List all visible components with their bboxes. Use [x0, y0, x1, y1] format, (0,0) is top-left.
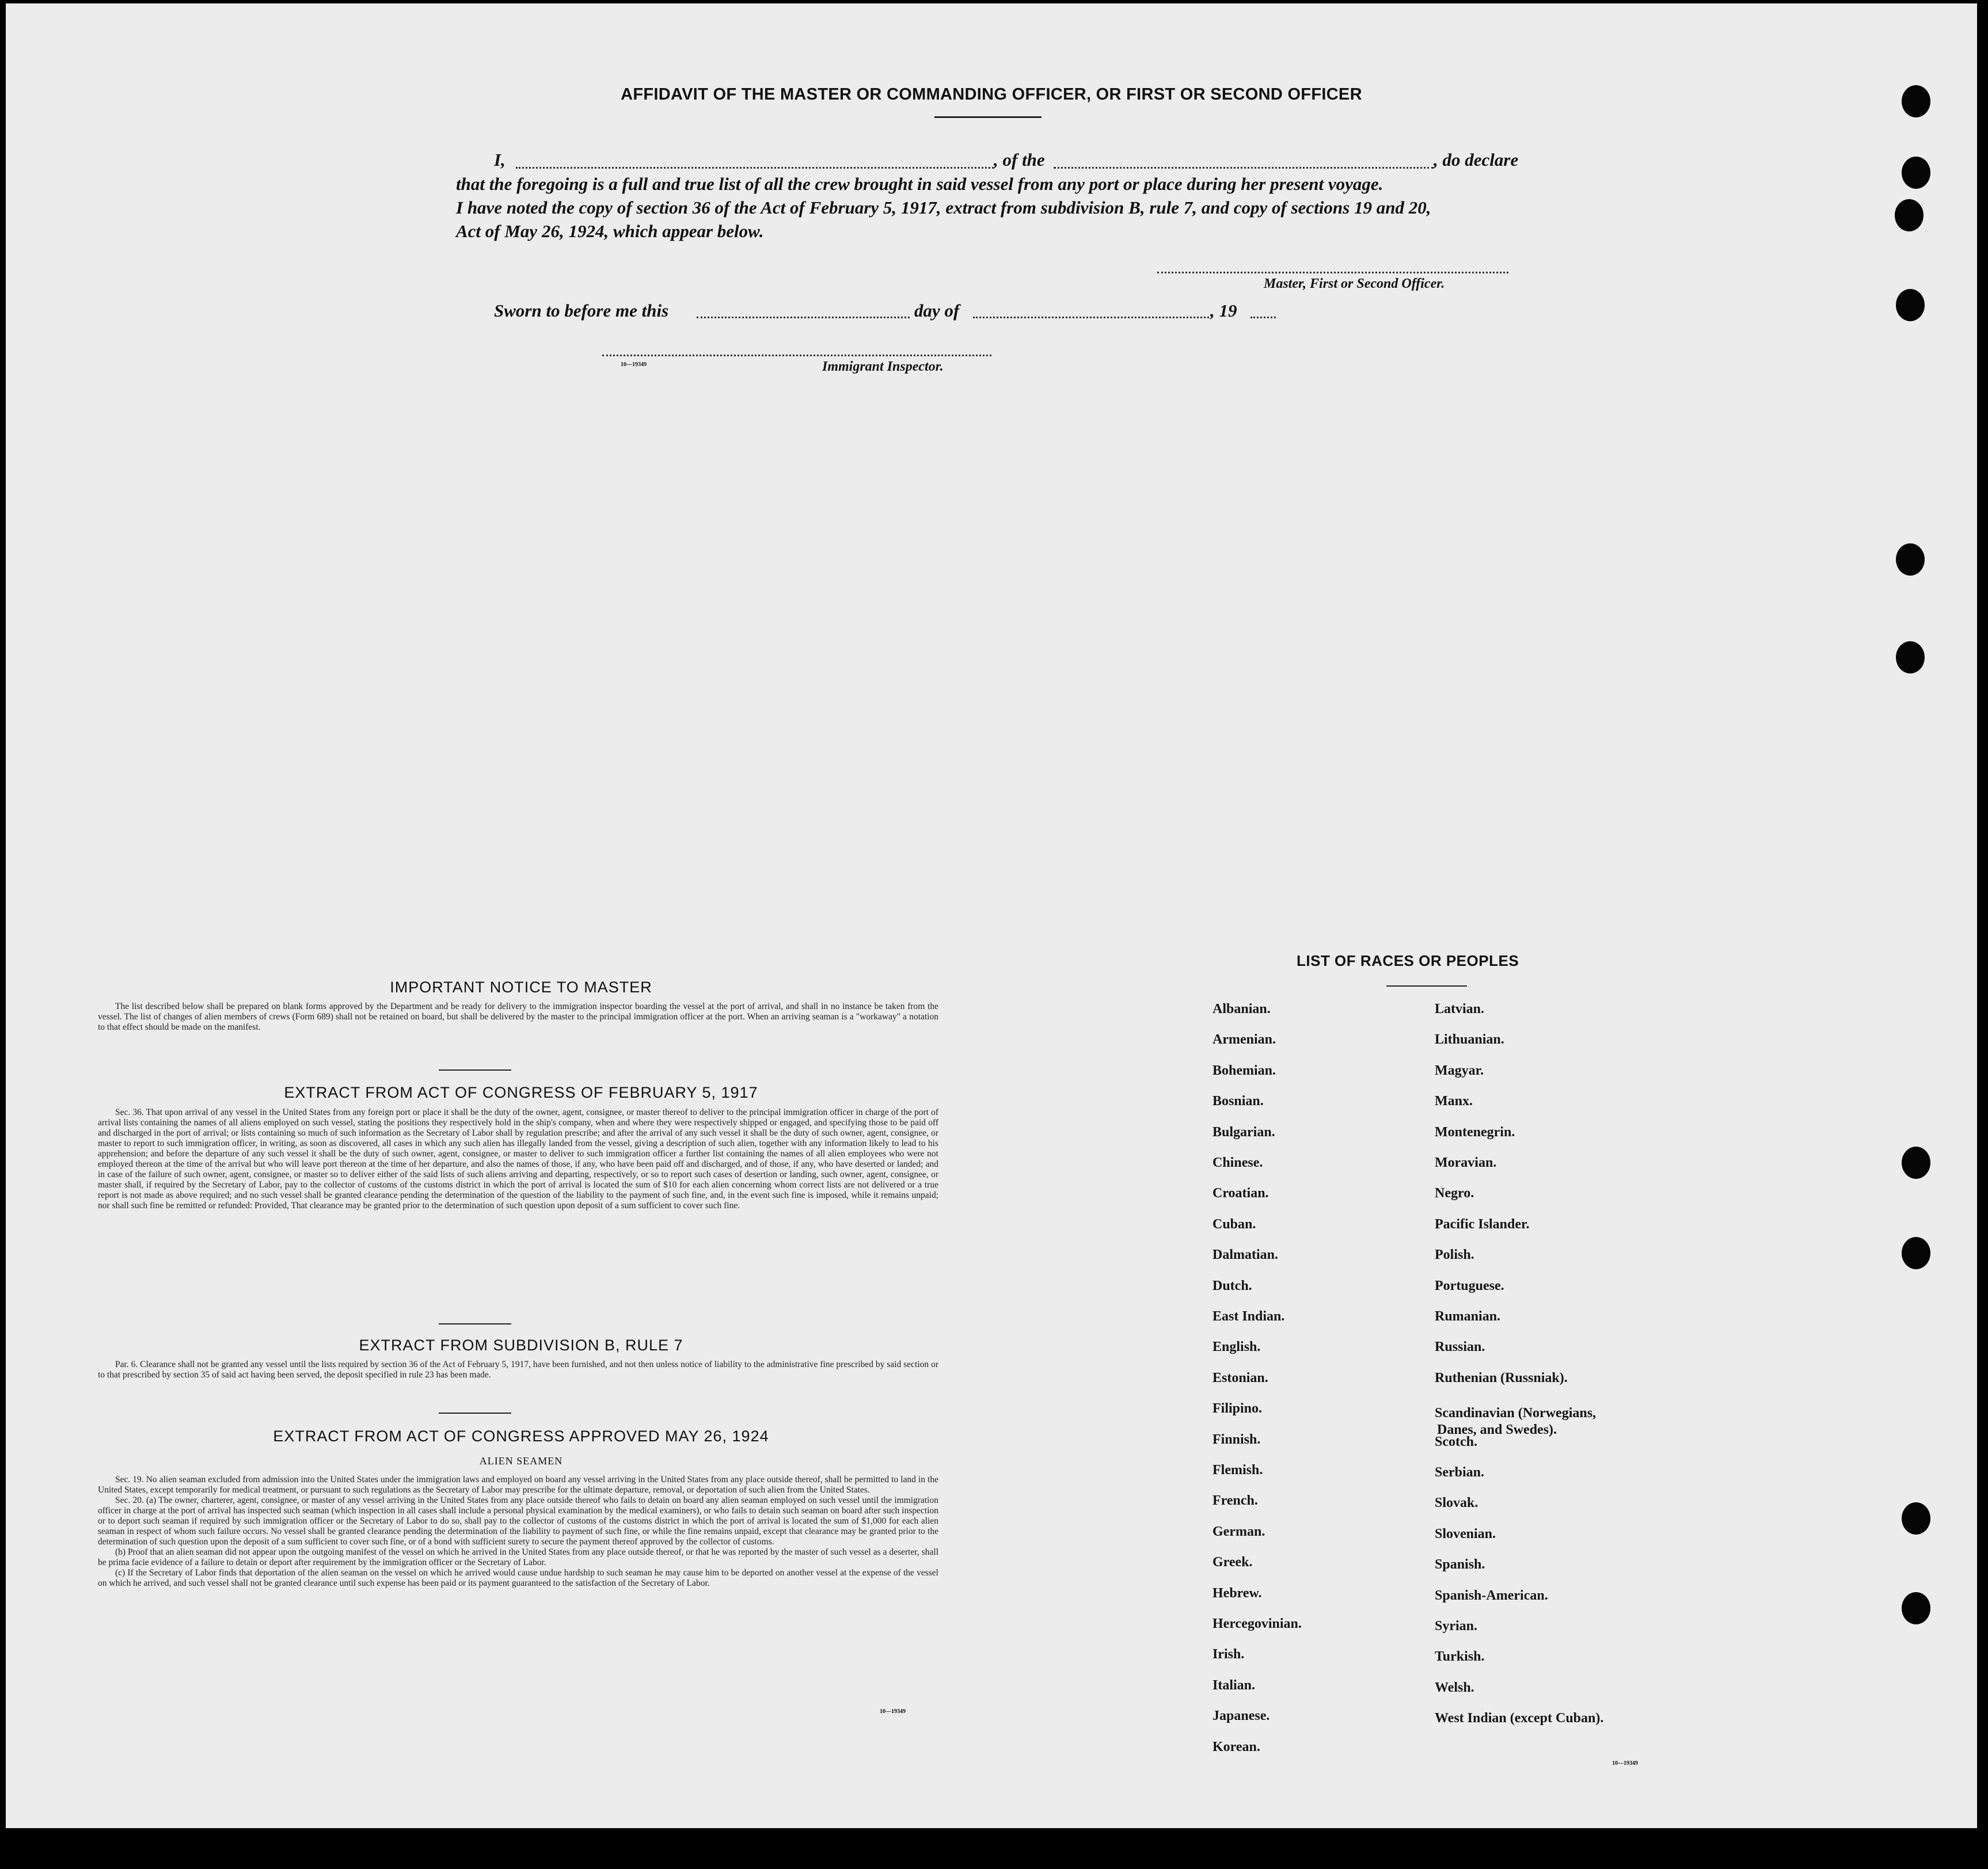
race-item: Italian. [1212, 1678, 1256, 1693]
affidavit-of-the: , of the [994, 150, 1045, 170]
extract-1917-text [98, 1107, 938, 1211]
punch-hole [1895, 199, 1924, 231]
affidavit-line-2: that the foregoing is a full and true list of all the crew brought in said vessel from any port or place during her present voyage. [456, 174, 1383, 194]
race-item: Ruthenian (Russniak). [1435, 1371, 1568, 1385]
race-item: Filipino. [1212, 1401, 1263, 1416]
sworn-prefix: Sworn to before me this [494, 300, 669, 321]
race-item: Russian. [1435, 1339, 1485, 1354]
race-item: Lithuanian. [1435, 1032, 1504, 1047]
race-item: West Indian (except Cuban). [1435, 1711, 1604, 1726]
race-item: Latvian. [1435, 1002, 1485, 1017]
race-item: Hercegovinian. [1212, 1616, 1302, 1631]
race-item: Scotch. [1435, 1434, 1477, 1449]
rule7-paragraph: Par. 6. Clearance shall not be granted any vessel until the lists required by section 36 of the Act of February 5, 1917, have been furnished, and not then unless notice of liability to the administrative fine prescribed by said section or to that prescribed by section 35 of said act having been served, the deposit specified in rule 23 has been made. [98, 1360, 938, 1380]
race-item: Albanian. [1212, 1002, 1271, 1017]
race-item: Slovenian. [1435, 1527, 1496, 1541]
race-item: Estonian. [1212, 1371, 1268, 1385]
race-item: Magyar. [1435, 1063, 1484, 1078]
race-item: Greek. [1212, 1555, 1253, 1570]
race-item: Hebrew. [1212, 1586, 1262, 1601]
punch-hole [1902, 157, 1930, 189]
race-item: Slovak. [1435, 1495, 1478, 1510]
sec20c-paragraph: (c) If the Secretary of Labor finds that deportation of the alien seaman on the vessel on which he arrived would cause undue hardship to such seaman he may cause him to be deported on another vessel at the expense of the vessel on which he arrived, and such vessel shall not be granted clearance until such expense has been paid or its payment guaranteed to the satisfaction of the Secretary of Labor. [98, 1568, 938, 1588]
race-item: Manx. [1435, 1094, 1473, 1109]
vessel-blank[interactable] [1054, 167, 1434, 169]
affidavit-line-3: I have noted the copy of section 36 of the Act of February 5, 1917, extract from subdivision B, rule 7, and copy of sections 19 and 20, [456, 197, 1431, 218]
races-title: LIST OF RACES OR PEOPLES [1297, 952, 1519, 969]
rule7-text [98, 1360, 938, 1380]
punch-hole [1902, 1592, 1930, 1624]
section-divider [439, 1413, 511, 1414]
race-item: Croatian. [1212, 1186, 1269, 1201]
sec19-paragraph: Sec. 19. No alien seaman excluded from admission into the United States under the immigration laws and employed on board any vessel arriving in the United States from any place outside thereof, shall be permitted to land in the United States, except temporarily for medical treatment, or pursuant to such regulations as the Secretary of Labor may prescribe for the ultimate departure, removal, or deportation of such alien from the United States. [98, 1475, 938, 1495]
race-item: Cuban. [1212, 1217, 1256, 1232]
section-divider [439, 1323, 511, 1324]
notice-paragraph: The list described below shall be prepared on blank forms approved by the Department and be ready for delivery to the immigration inspector boarding the vessel at the port of arrival, and shall in no instance be taken from the vessel. The list of changes of alien members of crews (Form 689) shall not be retained on board, but shall be delivered by the master to the principal immigration officer at the port. When an arriving seaman is a "workaway" a notation to that effect should be made on the manifest. [98, 1002, 938, 1032]
race-item: Spanish-American. [1435, 1588, 1548, 1603]
race-item: Turkish. [1435, 1649, 1485, 1664]
form-number: 10—19349 [621, 361, 647, 368]
race-item: Irish. [1212, 1647, 1245, 1662]
race-item: Bohemian. [1212, 1063, 1276, 1078]
master-signature-line[interactable] [1157, 272, 1508, 273]
race-item: Bulgarian. [1212, 1125, 1275, 1140]
race-item: Montenegrin. [1435, 1125, 1515, 1140]
affidavit-declare: , do declare [1434, 150, 1519, 170]
race-item: Japanese. [1212, 1708, 1270, 1723]
race-item: Syrian. [1435, 1619, 1478, 1634]
document-page [6, 3, 1977, 1828]
punch-hole [1902, 1147, 1930, 1179]
sec36-paragraph: Sec. 36. That upon arrival of any vessel in the United States from any foreign port or place it shall be the duty of the owner, agent, consignee, or master thereof to deliver to the principal immigration officer in charge of the port of arrival lists containing the names of all aliens employed on such vessel, stating the positions they respectively hold in the ship's company, when and where they were respectively shipped or engaged, and specifying those to be paid off and discharged in the port of arrival; or lists containing so much of such information as the Secretary of Labor shall by regulation prescribe; and after the arrival of any such vessel it shall be the duty of such owner, agent, consignee, or master to report to such immigration officer, in writing, as soon as discovered, all cases in which any such alien has illegally landed from the vessel, giving a description of such alien, together with any information likely to lead to his apprehension; and before the departure of any such vessel it shall be the duty of such owner, agent, consignee, or master to deliver to such immigration officer a further list containing the names of all alien employees who were not employed thereon at the time of the arrival but who will leave port thereon at the time of her departure, and also the names of those, if any, who have been paid off and discharged, and of those, if any, who have deserted or landed; and in case of the failure of such owner, agent, consignee, or master so to deliver either of the said lists of such aliens arriving and departing, respectively, or so to report such cases of desertion or landing, such owner, agent, consignee, or master shall, if required by the Secretary of Labor, pay to the collector of customs of the customs district in which the port of arrival is located the sum of $10 for each alien concerning whom correct lists are not delivered or a true report is not made as above required; and no such vessel shall be granted clearance pending the determination of the question of the liability to the payment of such fine, and, in the event such fine is imposed, while it remains unpaid; nor shall such fine be remitted or refunded: Provided, That clearance may be granted prior to the determination of such question upon deposit of a sum sufficient to cover such fine. [98, 1107, 938, 1211]
race-item: Portuguese. [1435, 1278, 1504, 1293]
sworn-day-of: day of [914, 300, 960, 321]
punch-hole [1896, 641, 1925, 673]
extract-1924-text [98, 1475, 938, 1589]
affidavit-line-4: Act of May 26, 1924, which appear below. [456, 221, 764, 241]
punch-hole [1896, 289, 1925, 321]
sworn-year-blank[interactable] [1250, 317, 1276, 318]
race-item: Flemish. [1212, 1463, 1263, 1478]
race-item: Moravian. [1435, 1155, 1497, 1170]
inspector-signature-line[interactable] [602, 355, 991, 356]
race-item: French. [1212, 1493, 1258, 1508]
title-rule [934, 116, 1041, 118]
race-item: Welsh. [1435, 1680, 1474, 1695]
name-blank[interactable] [516, 167, 994, 169]
punch-hole [1902, 1237, 1930, 1269]
race-item: Spanish. [1435, 1557, 1485, 1572]
race-item: Serbian. [1435, 1465, 1485, 1480]
punch-hole [1896, 543, 1925, 576]
race-item: Polish. [1435, 1247, 1474, 1262]
race-item: Dalmatian. [1212, 1247, 1278, 1262]
sworn-year: , 19 [1210, 300, 1237, 321]
race-item: Dutch. [1212, 1278, 1252, 1293]
notice-text [98, 1002, 938, 1033]
form-number: 10—19349 [880, 1708, 906, 1715]
race-item: English. [1212, 1339, 1261, 1354]
race-item: Rumanian. [1435, 1309, 1501, 1324]
rule7-title: EXTRACT FROM SUBDIVISION B, RULE 7 [359, 1337, 683, 1354]
section-divider [439, 1069, 511, 1071]
race-item: Pacific Islander. [1435, 1217, 1530, 1232]
race-item: Negro. [1435, 1186, 1474, 1201]
race-item: Finnish. [1212, 1432, 1261, 1447]
sec20b-paragraph: (b) Proof that an alien seaman did not appear upon the outgoing manifest of the vessel on which he arrived in the United States from any place outside thereof, or that he was reported by the master of such vessel as a deserter, shall be prima facie evidence of a failure to detain or deport after requirement by the immigration officer or the Secretary of Labor. [98, 1547, 938, 1567]
punch-hole [1902, 1502, 1930, 1535]
form-number: 10—19349 [1612, 1760, 1638, 1767]
race-item: Danes, and Swedes). [1437, 1422, 1557, 1437]
races-title-rule [1386, 985, 1467, 987]
alien-seamen-subtitle: ALIEN SEAMEN [479, 1455, 563, 1467]
race-item: Chinese. [1212, 1155, 1263, 1170]
extract-1917-title: EXTRACT FROM ACT OF CONGRESS OF FEBRUARY 5, 1917 [284, 1084, 758, 1101]
notice-title: IMPORTANT NOTICE TO MASTER [390, 979, 652, 996]
race-item: Armenian. [1212, 1032, 1276, 1047]
affidavit-i: I, [494, 150, 505, 170]
race-item: Bosnian. [1212, 1094, 1264, 1109]
race-item: Korean. [1212, 1739, 1260, 1754]
master-signature-label: Master, First or Second Officer. [1264, 276, 1445, 291]
race-item: German. [1212, 1524, 1265, 1539]
inspector-label: Immigrant Inspector. [822, 359, 944, 374]
sworn-month-blank[interactable] [973, 317, 1209, 318]
sec20a-paragraph: Sec. 20. (a) The owner, charterer, agent, consignee, or master of any vessel arriving in the United States from any place outside thereof who fails to detain on board any alien seaman employed on such vessel until the immigration officer in charge at the port of arrival has inspected such seaman (which inspection in all cases shall include a personal physical examination by the medical examiners), or who fails to detain such seaman on board after such inspection or to deport such seaman if required by such immigration officer or the Secretary of Labor to do so, shall pay to the collector of customs of the customs district in which the port of arrival is located the sum of $1,000 for each alien seaman in respect of whom such failure occurs. No vessel shall be granted clearance pending the determination of the liability to payment of such fine, or while the fine remains unpaid, except that clearance may be granted prior to the determination of such question upon the deposit of a sum sufficient to cover such fine, or of a bond with sufficient surety to secure the payment thereof approved by the collector of customs. [98, 1495, 938, 1547]
sworn-day-blank[interactable] [697, 317, 910, 318]
affidavit-title: AFFIDAVIT OF THE MASTER OR COMMANDING OFFICER, OR FIRST OR SECOND OFFICER [621, 85, 1362, 104]
race-item: Scandinavian (Norwegians, [1435, 1406, 1597, 1421]
extract-1924-title: EXTRACT FROM ACT OF CONGRESS APPROVED MAY 26, 1924 [273, 1428, 769, 1445]
race-item: East Indian. [1212, 1309, 1285, 1324]
